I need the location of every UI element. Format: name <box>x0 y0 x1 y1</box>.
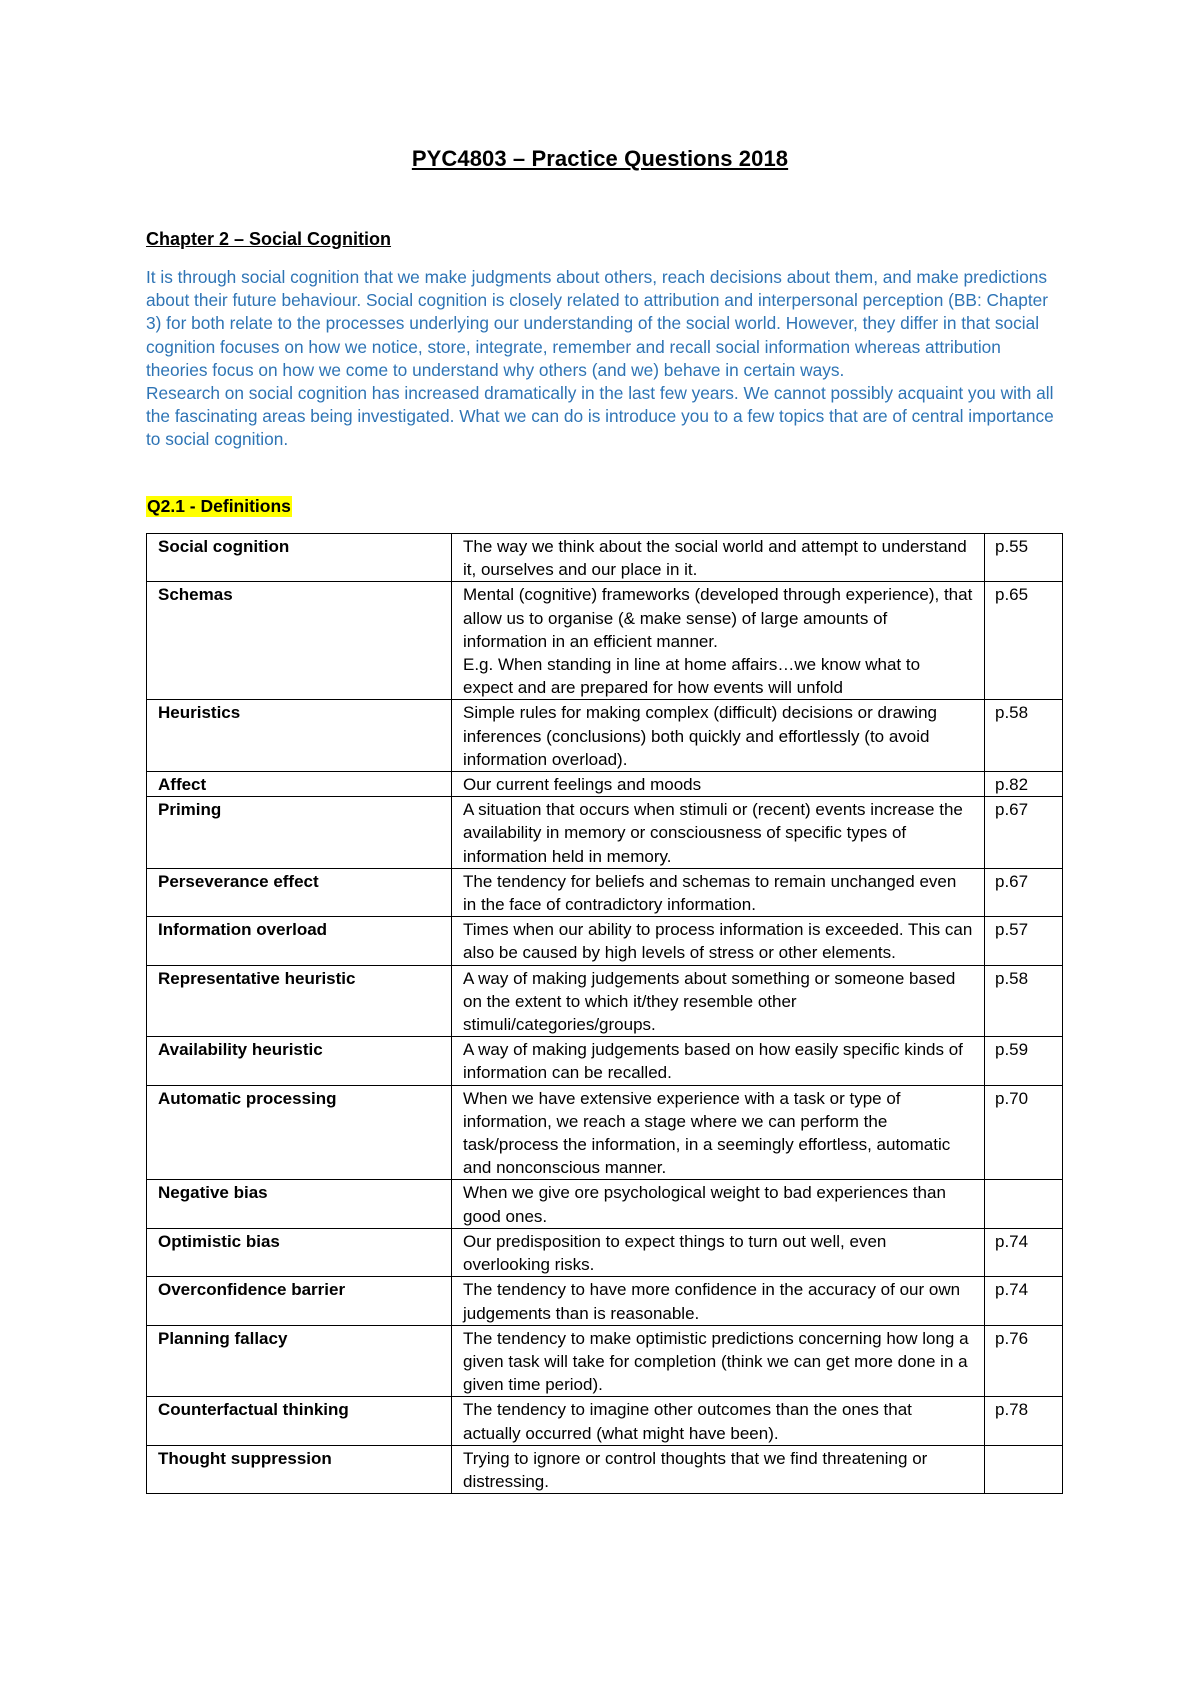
definition-cell: When we have extensive experience with a task or type of information, we reach a stage where we can perform the task/process the information, in a seemingly effortless, automatic and nonconscious manner. <box>452 1085 985 1180</box>
page-cell: p.67 <box>985 797 1063 869</box>
definition-cell: The way we think about the social world and attempt to understand it, ourselves and our place in it. <box>452 534 985 582</box>
term-cell: Perseverance effect <box>147 868 452 916</box>
section-label: Q2.1 - Definitions <box>147 496 291 516</box>
page-cell: p.74 <box>985 1228 1063 1276</box>
table-row <box>147 965 1063 1037</box>
table-row <box>147 1445 1063 1493</box>
term-cell: Optimistic bias <box>147 1228 452 1276</box>
intro-text <box>146 266 1066 452</box>
page-cell: p.67 <box>985 868 1063 916</box>
table-row <box>147 582 1063 700</box>
term-cell: Social cognition <box>147 534 452 582</box>
definition-cell: Our current feelings and moods <box>452 772 985 797</box>
term-cell: Overconfidence barrier <box>147 1277 452 1325</box>
definition-cell <box>452 582 985 700</box>
table-row <box>147 534 1063 582</box>
term-cell: Affect <box>147 772 452 797</box>
term-cell: Availability heuristic <box>147 1037 452 1085</box>
page-cell: p.58 <box>985 965 1063 1037</box>
definition-cell: The tendency to make optimistic predictions concerning how long a given task will take for completion (think we can get more done in a given time period). <box>452 1325 985 1397</box>
definition-cell: The tendency to have more confidence in the accuracy of our own judgements than is reasonable. <box>452 1277 985 1325</box>
table-row <box>147 700 1063 772</box>
definition-cell: A situation that occurs when stimuli or (recent) events increase the availability in memory or consciousness of specific types of information held in memory. <box>452 797 985 869</box>
term-cell: Priming <box>147 797 452 869</box>
table-row <box>147 1085 1063 1180</box>
definition-cell: The tendency to imagine other outcomes than the ones that actually occurred (what might have been). <box>452 1397 985 1445</box>
page-cell <box>985 1445 1063 1493</box>
definition-cell: Times when our ability to process information is exceeded. This can also be caused by high levels of stress or other elements. <box>452 917 985 965</box>
table-row <box>147 797 1063 869</box>
term-cell: Thought suppression <box>147 1445 452 1493</box>
definition-cell: Trying to ignore or control thoughts that we find threatening or distressing. <box>452 1445 985 1493</box>
definition-cell: When we give ore psychological weight to bad experiences than good ones. <box>452 1180 985 1228</box>
page-cell: p.76 <box>985 1325 1063 1397</box>
term-cell: Heuristics <box>147 700 452 772</box>
table-row <box>147 1180 1063 1228</box>
table-row <box>147 1228 1063 1276</box>
table-row <box>147 1277 1063 1325</box>
definition-cell: Simple rules for making complex (difficult) decisions or drawing inferences (conclusions) both quickly and effortlessly (to avoid information overload). <box>452 700 985 772</box>
definitions-table <box>146 533 1063 1494</box>
table-row <box>147 1397 1063 1445</box>
page-cell <box>985 1180 1063 1228</box>
chapter-heading: Chapter 2 – Social Cognition <box>146 229 392 249</box>
page-cell: p.65 <box>985 582 1063 700</box>
page-cell: p.70 <box>985 1085 1063 1180</box>
term-cell: Information overload <box>147 917 452 965</box>
term-cell: Negative bias <box>147 1180 452 1228</box>
term-cell: Automatic processing <box>147 1085 452 1180</box>
page-cell: p.57 <box>985 917 1063 965</box>
definition-cell: Our predisposition to expect things to turn out well, even overlooking risks. <box>452 1228 985 1276</box>
definition-cell: A way of making judgements based on how easily specific kinds of information can be recalled. <box>452 1037 985 1085</box>
page-cell: p.78 <box>985 1397 1063 1445</box>
term-cell: Schemas <box>147 582 452 700</box>
table-row <box>147 1037 1063 1085</box>
definition-cell: A way of making judgements about something or someone based on the extent to which it/they resemble other stimuli/categories/groups. <box>452 965 985 1037</box>
page-cell: p.55 <box>985 534 1063 582</box>
page-cell: p.74 <box>985 1277 1063 1325</box>
term-cell: Representative heuristic <box>147 965 452 1037</box>
document-title: PYC4803 – Practice Questions 2018 <box>411 146 789 171</box>
intro-paragraph: Research on social cognition has increased dramatically in the last few years. We cannot possibly acquaint you with all the fascinating areas being investigated. What we can do is introduce you to a few topics that are of central importance to social cognition. <box>146 383 1054 450</box>
table-row <box>147 917 1063 965</box>
definition-text: Mental (cognitive) frameworks (developed through experience), that allow us to organise (& make sense) of large amounts of information in an efficient manner. <box>463 585 973 651</box>
table-row <box>147 1325 1063 1397</box>
page-cell: p.59 <box>985 1037 1063 1085</box>
table-row <box>147 868 1063 916</box>
page-cell: p.82 <box>985 772 1063 797</box>
definition-cell: The tendency for beliefs and schemas to remain unchanged even in the face of contradictory information. <box>452 868 985 916</box>
term-cell: Counterfactual thinking <box>147 1397 452 1445</box>
page-cell: p.58 <box>985 700 1063 772</box>
table-row <box>147 772 1063 797</box>
definition-example: E.g. When standing in line at home affairs…we know what to expect and are prepared for how events will unfold <box>463 655 921 698</box>
intro-paragraph: It is through social cognition that we make judgments about others, reach decisions about them, and make predictions about their future behaviour. Social cognition is closely related to attribution and interpersonal perception (BB: Chapter 3) for both relate to the processes underlying our understanding of the social world. However, they differ in that social cognition focuses on how we notice, store, integrate, remember and recall social information whereas attribution theories focus on how we come to understand why others (and we) behave in certain ways. <box>146 267 1049 380</box>
term-cell: Planning fallacy <box>147 1325 452 1397</box>
